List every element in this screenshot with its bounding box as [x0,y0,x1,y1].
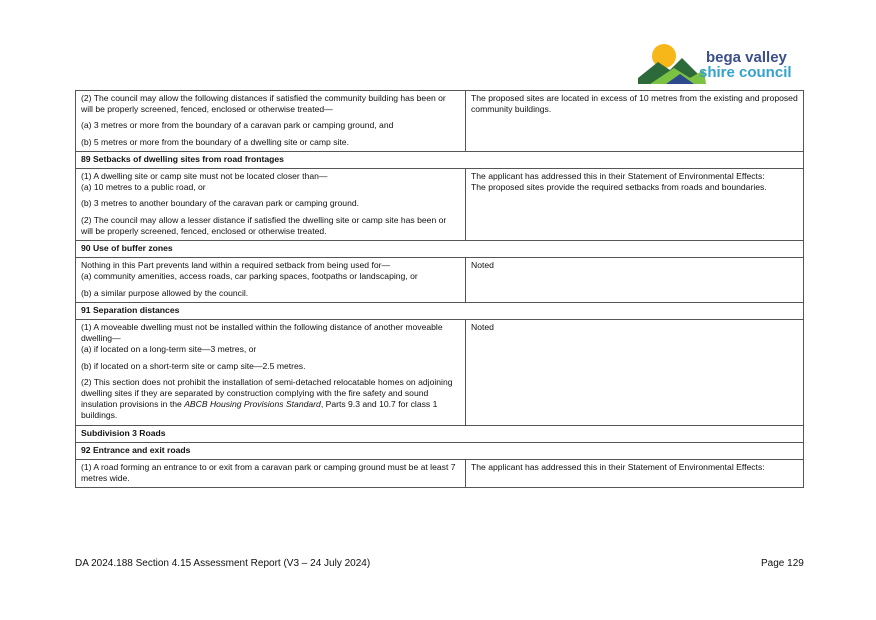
comment-text: The applicant has addressed this in their Statement of Environmental Effects: [471,171,765,182]
standard-title: ABCB Housing Provisions Standard [184,399,321,410]
clause-text: (b) if located on a short-term site or camp site—2.5 metres. [81,360,306,371]
clause-text: (b) a similar purpose allowed by the council. [81,287,249,298]
table-row [76,169,804,241]
comment-text: Noted [471,322,494,333]
requirement-cell [76,169,466,241]
clause-text: Nothing in this Part prevents land within a required setback from being used for— [81,260,391,271]
clause-text: (1) A moveable dwelling must not be installed within the following distance of another moveable dwelling— [81,322,443,344]
section-heading: 89 Setbacks of dwelling sites from road frontages [76,151,804,168]
clause-text: (1) A dwelling site or camp site must not be located closer than— [81,171,328,182]
comment-cell [466,460,804,488]
footer-page-number: Page 129 [761,558,804,569]
section-heading-row [76,151,804,168]
logo-graphic [636,40,706,92]
section-heading: 91 Separation distances [76,302,804,319]
clause-text: (a) if located on a long-term site—3 metres, or [81,344,257,355]
clause-text: (1) A road forming an entrance to or exit from a caravan park or camping ground must be at least 7 metres wide. [81,462,456,484]
logo-line-1: bega valley [706,49,787,66]
subdivision-heading: Subdivision 3 Roads [76,425,804,442]
section-heading-row [76,442,804,459]
clause-text [81,377,460,422]
requirement-cell [76,460,466,488]
table-row [76,320,804,426]
comment-cell [466,258,804,303]
clause-text: (2) The council may allow a lesser distance if satisfied the dwelling site or camp site has been or will be properly screened, fenced, enclosed or otherwise treated. [81,214,447,236]
clause-text: (b) 3 metres to another boundary of the caravan park or camping ground. [81,198,360,209]
clause-text: (a) 3 metres or more from the boundary of a caravan park or camping ground, and [81,120,394,131]
comment-cell [466,91,804,152]
clause-text-part: , Parts 9.3 and 10.7 for class 1 buildings. [81,399,438,421]
section-heading-row [76,302,804,319]
council-logo [636,40,806,92]
section-heading: 92 Entrance and exit roads [76,442,804,459]
requirement-cell [76,258,466,303]
assessment-table [75,90,804,488]
subdivision-row [76,425,804,442]
clause-text: (2) The council may allow the following distances if satisfied the community building has been or will be properly screened, fenced, enclosed or otherwise treated— [81,93,446,115]
table-row [76,460,804,488]
clause-text: (a) 10 metres to a public road, or [81,182,206,193]
requirement-cell [76,91,466,152]
clause-text: (b) 5 metres or more from the boundary of a dwelling site or camp site. [81,136,349,147]
table-row [76,258,804,303]
clause-text: (a) community amenities, access roads, car parking spaces, footpaths or landscaping, or [81,271,418,282]
comment-text: The applicant has addressed this in their Statement of Environmental Effects: [471,462,765,473]
requirement-cell [76,320,466,426]
comment-cell [466,320,804,426]
table-row [76,91,804,152]
logo-line-2: shire council [699,64,792,81]
comment-text: Noted [471,260,494,271]
section-heading: 90 Use of buffer zones [76,241,804,258]
section-heading-row [76,241,804,258]
comment-text: The proposed sites provide the required setbacks from roads and boundaries. [471,182,767,193]
comment-cell [466,169,804,241]
footer-report-title: DA 2024.188 Section 4.15 Assessment Report (V3 – 24 July 2024) [75,558,371,569]
comment-text: The proposed sites are located in excess of 10 metres from the existing and proposed community buildings. [471,93,798,115]
clause-text-part: (2) This section does not prohibit the installation of semi-detached relocatable homes on adjoining dwelling sites if they are separated by construction complying with the fire safety and sound insulation provisions in the [81,376,453,410]
